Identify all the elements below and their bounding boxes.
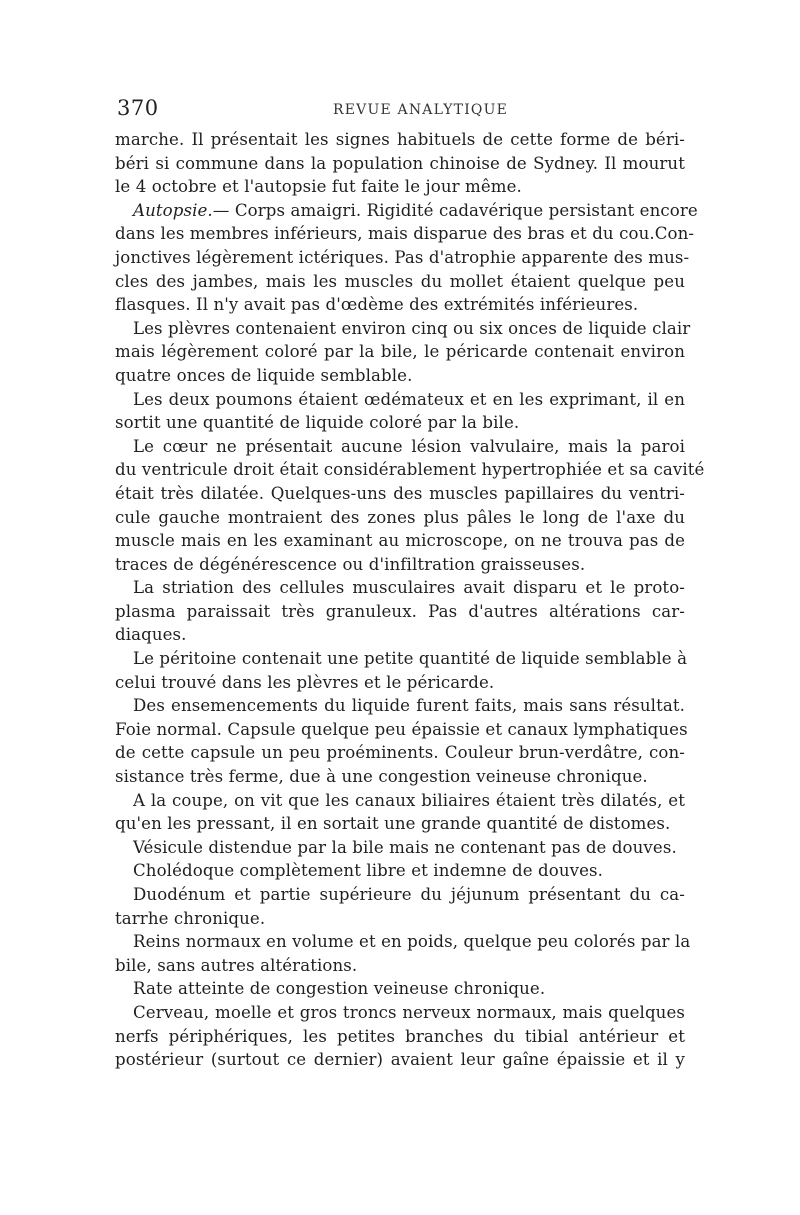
text-line: diaques. — [115, 625, 187, 645]
text-line: quatre onces de liquide semblable. — [115, 365, 413, 385]
text-line: celui trouvé dans les plèvres et le péricarde. — [115, 672, 495, 692]
text-line: qu'en les pressant, il en sortait une grande quantité de distomes. — [115, 814, 671, 834]
text-line: Cholédoque complètement libre et indemne de douves. — [133, 861, 604, 881]
text-line: flasques. Il n'y avait pas d'œdème des extrémités inférieures. — [115, 295, 639, 315]
text-line: dans les membres inférieurs, mais disparue des bras et du cou.Con- — [115, 224, 695, 244]
text-line: Le cœur ne présentait aucune lésion valvulaire, mais la paroi — [133, 436, 685, 456]
text-line: Des ensemencements du liquide furent faits, mais sans résultat. — [133, 696, 685, 716]
text-line: nerfs périphériques, les petites branches du tibial antérieur et — [115, 1026, 685, 1046]
text-line: La striation des cellules musculaires avait disparu et le proto- — [133, 578, 685, 598]
text-line: était très dilatée. Quelques-uns des muscles papillaires du ventri- — [115, 483, 685, 503]
text-line: marche. Il présentait les signes habituels de cette forme de béri- — [115, 130, 685, 149]
text-line: sistance très ferme, due à une congestion veineuse chronique. — [115, 767, 648, 787]
text-line: Reins normaux en volume et en poids, quelque peu colorés par la — [133, 932, 691, 952]
text-line: de cette capsule un peu proéminents. Couleur brun-verdâtre, con- — [115, 743, 685, 763]
text-line: Foie normal. Capsule quelque peu épaissie et canaux lymphatiques — [115, 719, 688, 739]
page-number: 370 — [117, 96, 159, 120]
text-line: cles des jambes, mais les muscles du mollet étaient quelque peu — [115, 271, 685, 291]
text-line: Duodénum et partie supérieure du jéjunum présentant du ca- — [133, 885, 685, 904]
text-line: le 4 octobre et l'autopsie fut faite le jour même. — [115, 177, 522, 197]
text-line: traces de dégénérescence ou d'infiltration graisseuses. — [115, 554, 586, 574]
text-line: bile, sans autres altérations. — [115, 955, 358, 975]
text-line: plasma paraissait très granuleux. Pas d'autres altérations car- — [115, 601, 685, 621]
text-line: Vésicule distendue par la bile mais ne contenant pas de douves. — [133, 837, 677, 857]
page-header — [115, 96, 685, 126]
section-heading-autopsie: Autopsie. — [133, 200, 213, 220]
text-line: mais légèrement coloré par la bile, le péricarde contenait environ — [115, 342, 685, 362]
text-line: tarrhe chronique. — [115, 908, 266, 928]
text-line: du ventricule droit était considérablement hypertrophiée et sa cavité — [115, 460, 705, 480]
text-line: jonctives légèrement ictériques. Pas d'atrophie apparente des mus- — [115, 247, 690, 267]
text-line: muscle mais en les examinant au microscope, on ne trouva pas de — [115, 531, 685, 551]
text-line: Autopsie.— Corps amaigri. Rigidité cadavérique persistant encore — [133, 200, 698, 220]
text-line: Le péritoine contenait une petite quantité de liquide semblable à — [133, 649, 688, 669]
text-line: cule gauche montraient des zones plus pâles le long de l'axe du — [115, 507, 685, 527]
text-line: Les plèvres contenaient environ cinq ou six onces de liquide clair — [133, 318, 691, 338]
text-line: A la coupe, on vit que les canaux biliaires étaient très dilatés, et — [133, 790, 685, 810]
running-title: REVUE ANALYTIQUE — [333, 102, 509, 118]
body-text — [115, 128, 705, 1072]
text-line: sortit une quantité de liquide coloré par la bile. — [115, 413, 520, 433]
text-line: béri si commune dans la population chinoise de Sydney. Il mourut — [115, 153, 685, 173]
text-line: postérieur (surtout ce dernier) avaient leur gaîne épaissie et il y — [115, 1050, 685, 1070]
text-line: Cerveau, moelle et gros troncs nerveux normaux, mais quelques — [133, 1002, 685, 1022]
text-line: Les deux poumons étaient œdémateux et en les exprimant, il en — [133, 389, 685, 409]
text-line: Rate atteinte de congestion veineuse chronique. — [133, 979, 546, 999]
